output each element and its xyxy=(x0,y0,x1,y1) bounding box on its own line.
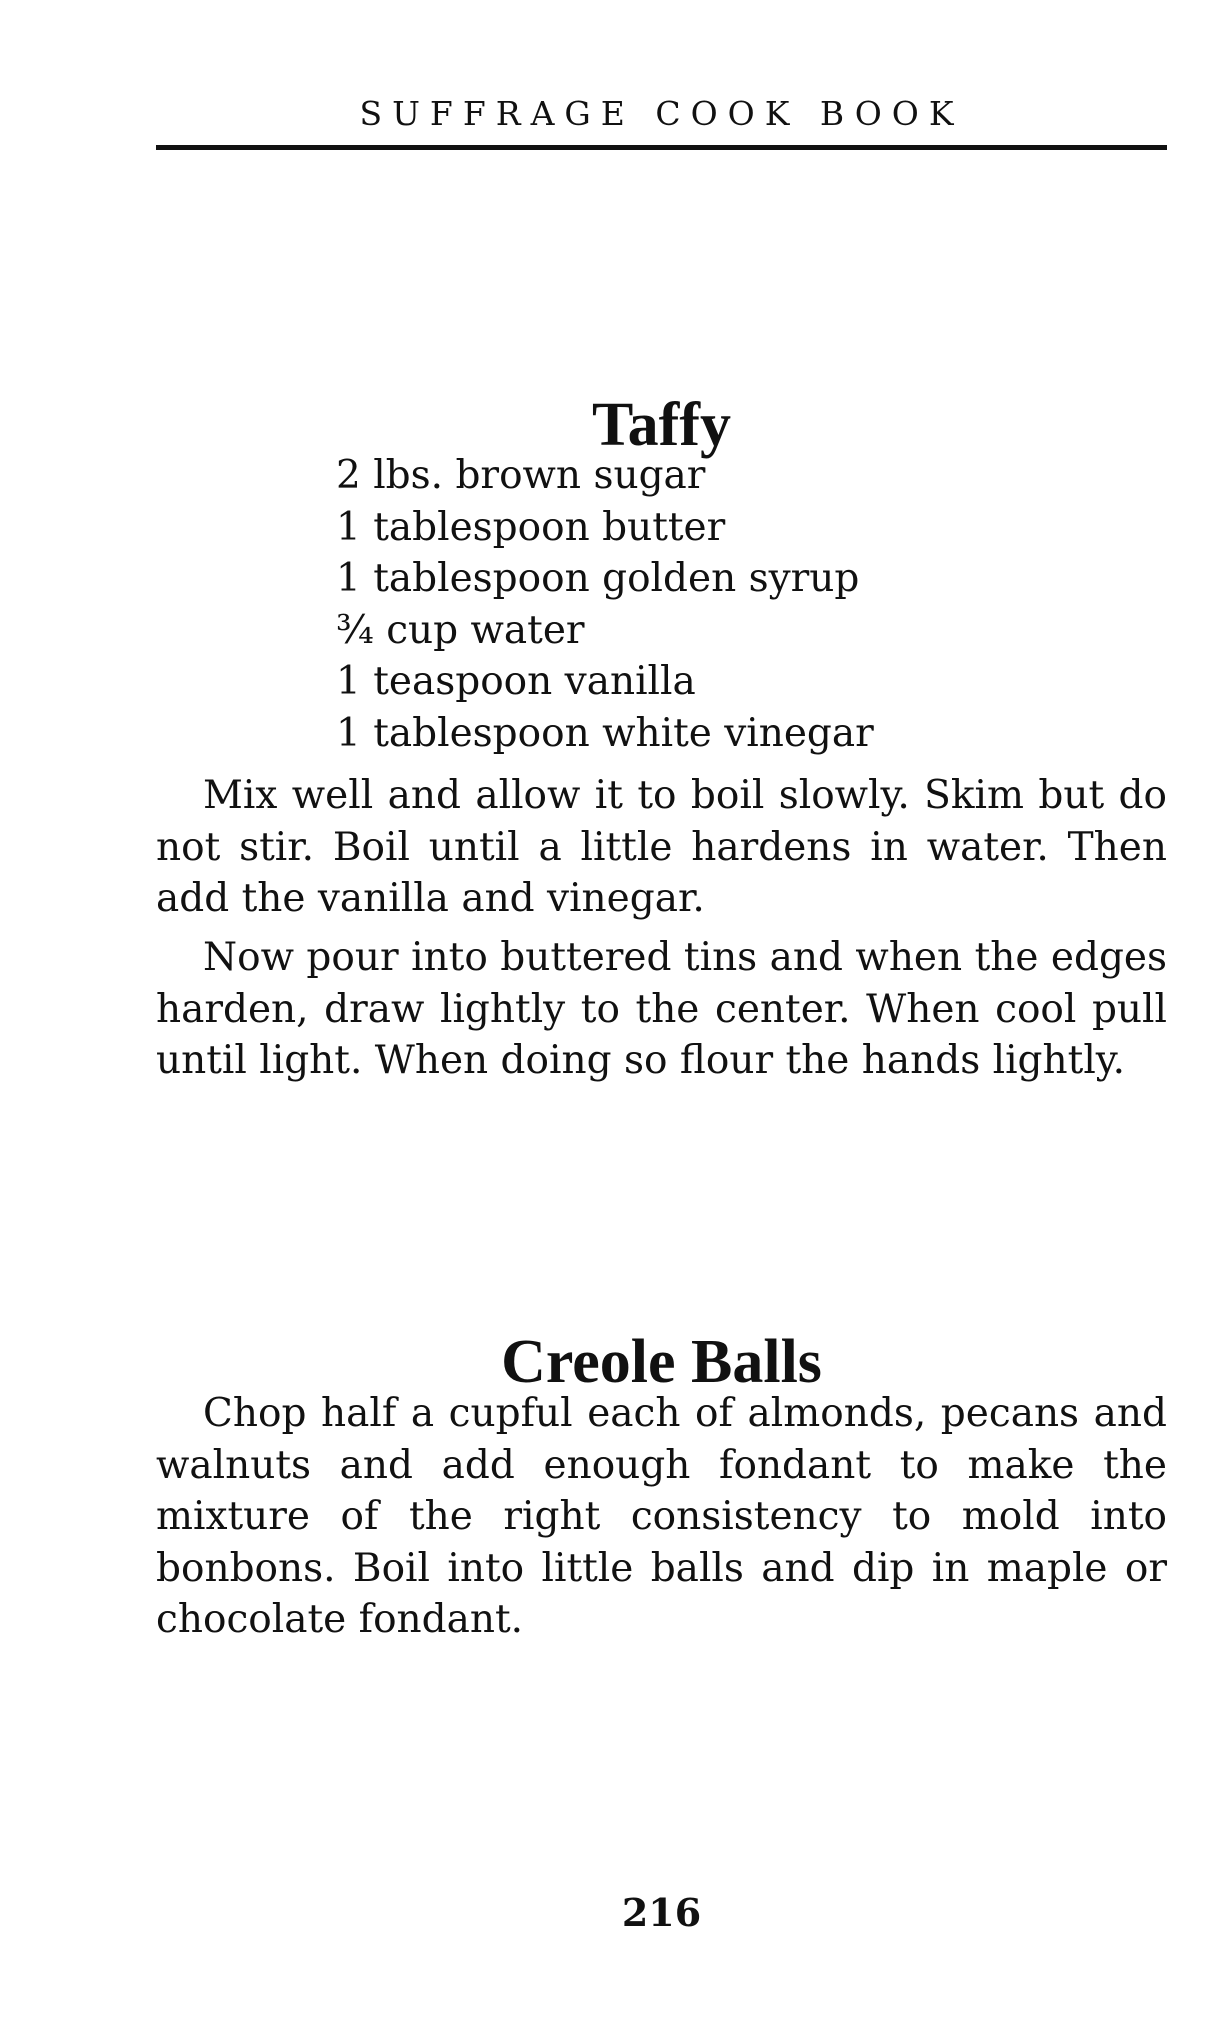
ingredient-item: 2 lbs. brown sugar xyxy=(336,453,706,498)
page-number: 216 xyxy=(621,1890,702,1935)
ingredient-item: 1 teaspoon vanilla xyxy=(336,659,696,704)
ingredient-item: 1 tablespoon white vinegar xyxy=(336,710,874,756)
taffy-instructions-2: Now pour into buttered tins and when the edges harden, draw lightly to the center. When cool pull until light. When doing so flour the hands lightly. xyxy=(156,935,1167,1083)
recipe-title-creole-balls: Creole Balls xyxy=(501,1327,822,1396)
taffy-instructions-1: Mix well and allow it to boil slowly. Skim but do not stir. Boil until a little hardens in water. Then add the vanilla and vinegar. xyxy=(156,773,1167,921)
ingredient-item: ¾ cup water xyxy=(336,607,585,653)
running-head: SUFFRAGE COOK BOOK xyxy=(359,94,964,133)
ingredient-list-taffy xyxy=(336,450,874,759)
header-rule xyxy=(156,145,1167,150)
creole-balls-instructions: Chop half a cupful each of almonds, pecans and walnuts and add enough fondant to make the mixture of the right consistency to mold into bonbons. Boil into little balls and dip in maple or chocolate fondant. xyxy=(156,1391,1167,1642)
ingredient-item: 1 tablespoon golden syrup xyxy=(336,556,860,601)
recipe-title-taffy: Taffy xyxy=(592,390,731,459)
ingredient-item: 1 tablespoon butter xyxy=(336,504,726,550)
